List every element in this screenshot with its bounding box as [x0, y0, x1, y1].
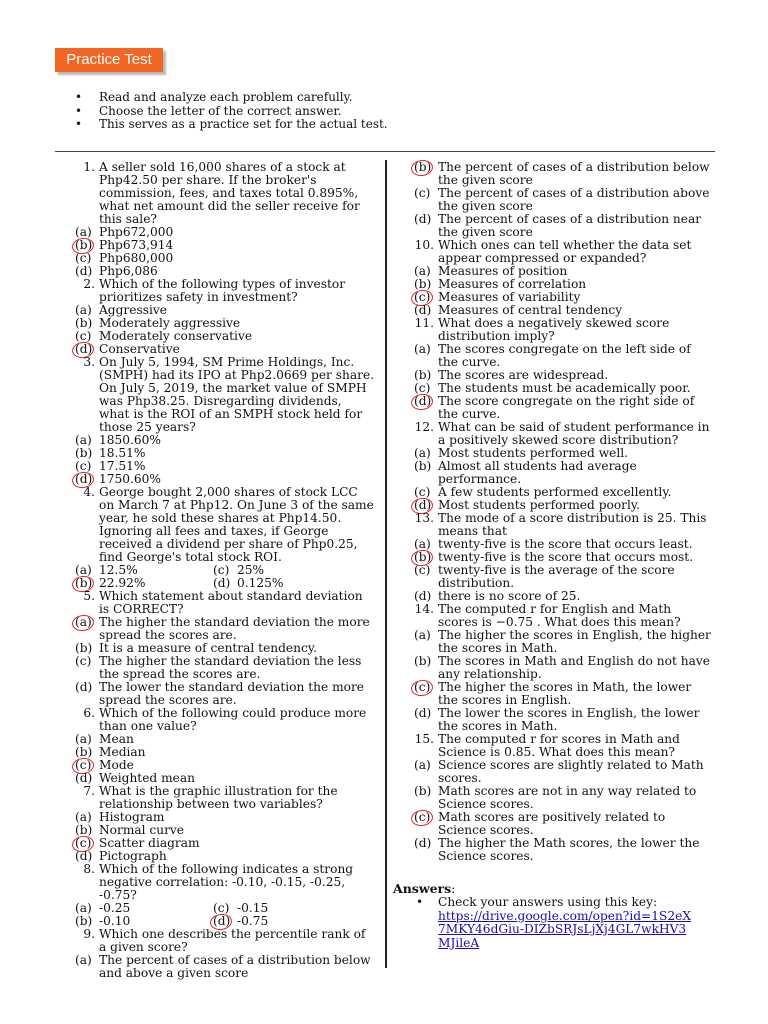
option-circled: (d) -0.75 [213, 914, 269, 928]
question-11: 11. What does a negatively skewed score distribution imply? [414, 317, 714, 343]
option: (c) A few students performed excellently. [414, 485, 672, 499]
option: (d) The lower the scores in English, the lower the scores in Math. [414, 706, 700, 733]
question-text: Which of the following indicates a strong negative correlation: -0.10, -0.15, -0.25, -0.75? [99, 862, 354, 902]
question-5: 5. Which statement about standard deviation is CORRECT? [75, 590, 375, 616]
option-circled: (b) The percent of cases of a distribution below the given score [414, 160, 710, 187]
option: (a) 1850.60% [75, 433, 161, 447]
option: (c) The percent of cases of a distribution above the given score [414, 186, 710, 213]
option: (a) -0.25 [75, 901, 131, 915]
question-14: 14. The computed r for English and Math scores is −0.75 . What does this mean? [414, 603, 714, 629]
instruction-item: • This serves as a practice set for the actual test. [75, 118, 388, 132]
question-2: 2. Which of the following types of investor prioritizes safety in investment? [75, 278, 375, 304]
option: (b) Measures of correlation [414, 277, 587, 291]
option-circled: (c) The higher the scores in Math, the lower the scores in English. [414, 680, 692, 707]
option: (a) The scores congregate on the left side of the curve. [414, 342, 691, 369]
column-divider [385, 160, 387, 968]
option-circled: (d) The score congregate on the right side of the curve. [414, 394, 695, 421]
question-text: The computed r for English and Math scores is −0.75 . What does this mean? [438, 602, 681, 629]
answer-key-link[interactable]: https://drive.google.com/open?id=1S2eX7MKY46dGiu-DIZbSRJsLjXj4GL7wkHV3MJileA [438, 908, 691, 950]
instruction-item: • Read and analyze each problem carefully. [75, 91, 388, 105]
option: (b) The scores in Math and English do not have any relationship. [414, 654, 710, 681]
option: (b) Math scores are not in any way related to Science scores. [414, 784, 697, 811]
option: (b) Almost all students had average performance. [414, 459, 637, 486]
question-8: 8. Which of the following indicates a strong negative correlation: -0.10, -0.15, -0.25, -0.75? [75, 863, 375, 902]
option: (b) Normal curve [75, 823, 185, 837]
option-circled: (a) The higher the standard deviation the more spread the scores are. [75, 615, 370, 642]
answers-instruction: Check your answers using this key: [438, 895, 658, 909]
option-circled: (b) Php673,914 [75, 238, 174, 252]
question-text: Which ones can tell whether the data set appear compressed or expanded? [438, 238, 692, 265]
option: (c) -0.15 [213, 901, 269, 915]
right-column [414, 161, 714, 863]
question-text: George bought 2,000 shares of stock LCC on March 7 at Php12. On June 3 of the same year, he sold these shares at Php14.50. Ignoring all fees and taxes, if George received a dividend per share of Php0.25, find George's total stock ROI. [99, 485, 374, 564]
option: (a) Histogram [75, 810, 165, 824]
option: (b) The scores are widespread. [414, 368, 609, 382]
horizontal-divider [55, 151, 715, 152]
option: (a) The higher the scores in English, the higher the scores in Math. [414, 628, 711, 655]
option-circled: (c) Math scores are positively related to Science scores. [414, 810, 666, 837]
option: (d) The percent of cases of a distribution near the given score [414, 212, 702, 239]
answers-heading: Answers: [393, 881, 456, 896]
option-circled: (d) Most students performed poorly. [414, 498, 641, 512]
question-text: Which one describes the percentile rank of a given score? [99, 927, 366, 954]
question-3: 3. On July 5, 1994, SM Prime Holdings, Inc. (SMPH) had its IPO at Php2.0669 per share. On July 5, 2019, the market value of SMPH was Php38.25. Disregarding dividends, what is the ROI of an SMPH stock held for those 25 years? [83, 355, 375, 434]
option: (c) twenty-five is the average of the score distribution. [414, 563, 675, 590]
option: (d) Measures of central tendency [414, 303, 623, 317]
question-text: What is the graphic illustration for the relationship between two variables? [99, 784, 338, 811]
option: (d) The higher the Math scores, the lower the Science scores. [414, 836, 700, 863]
option: (c) Php680,000 [75, 251, 174, 265]
option: (a) Php672,000 [75, 225, 174, 239]
option: (b) Moderately aggressive [75, 316, 241, 330]
question-text: On July 5, 1994, SM Prime Holdings, Inc. (SMPH) had its IPO at Php2.0669 per share. On July 5, 2019, the market value of SMPH was Php38.25. Disregarding dividends, what is the ROI of an SMPH stock held for those 25 years? [99, 355, 375, 434]
option: (c) The higher the standard deviation the less the spread the scores are. [75, 654, 362, 681]
question-text: What does a negatively skewed score distribution imply? [438, 316, 670, 343]
instructions-list [75, 91, 388, 132]
option: (c) 25% [213, 563, 265, 577]
option: (d) 0.125% [213, 576, 284, 590]
option: (a) 12.5% [75, 563, 138, 577]
option-circled: (d) Conservative [75, 342, 180, 356]
option: (b) 18.51% [75, 446, 146, 460]
option: (b) It is a measure of central tendency. [75, 641, 317, 655]
option: (d) Php6,086 [75, 264, 158, 278]
question-6: 6. Which of the following could produce more than one value? [75, 707, 375, 733]
option: (d) The lower the standard deviation the more spread the scores are. [75, 680, 365, 707]
option: (b) Median [75, 745, 146, 759]
option: (a) Most students performed well. [414, 446, 629, 460]
answers-section [416, 896, 696, 950]
question-text: The mode of a score distribution is 25. This means that [438, 511, 707, 538]
question-15: 15. The computed r for scores in Math and Science is 0.85. What does this mean? [414, 733, 714, 759]
option: (c) 17.51% [75, 459, 146, 473]
question-text: A seller sold 16,000 shares of a stock at Php42.50 per share. If the broker's commission, fees, and taxes total 0.895%, what net amount did the seller receive for this sale? [99, 160, 360, 226]
option: (a) Science scores are slightly related to Math scores. [414, 758, 704, 785]
question-10: 10. Which ones can tell whether the data set appear compressed or expanded? [414, 239, 714, 265]
question-4: 4. George bought 2,000 shares of stock LCC on March 7 at Php12. On June 3 of the same year, he sold these shares at Php14.50. Ignoring all fees and taxes, if George received a dividend per share of Php0.25, find George's total stock ROI. [83, 485, 374, 564]
option-circled: (b) twenty-five is the score that occurs most. [414, 550, 694, 564]
question-13: 13. The mode of a score distribution is 25. This means that [414, 512, 714, 538]
option: (d) Pictograph [75, 849, 167, 863]
question-text: Which of the following could produce more than one value? [99, 706, 367, 733]
instruction-item: • Choose the letter of the correct answer. [75, 105, 388, 119]
question-text: Which statement about standard deviation is CORRECT? [99, 589, 363, 616]
option: (d) there is no score of 25. [414, 589, 581, 603]
option: (a) Measures of position [414, 264, 568, 278]
option-circled: (d) 1750.60% [75, 472, 161, 486]
practice-test-tag: Practice Test [55, 48, 163, 72]
option: (d) Weighted mean [75, 771, 195, 785]
question-text: The computed r for scores in Math and Science is 0.85. What does this mean? [438, 732, 680, 759]
option: (b) -0.10 [75, 914, 131, 928]
option-circled: (c) Scatter diagram [75, 836, 200, 850]
option-circled: (c) Measures of variability [414, 290, 581, 304]
question-9: 9. Which one describes the percentile rank of a given score? [75, 928, 375, 954]
option: (a) Aggressive [75, 303, 167, 317]
question-1: 1. A seller sold 16,000 shares of a stock at Php42.50 per share. If the broker's commission, fees, and taxes total 0.895%, what net amount did the seller receive for this sale? [75, 161, 375, 226]
question-12: 12. What can be said of student performance in a positively skewed score distribution? [414, 421, 714, 447]
bullet: • [416, 895, 424, 909]
question-text: Which of the following types of investor prioritizes safety in investment? [99, 277, 346, 304]
option: (c) Moderately conservative [75, 329, 253, 343]
option: (a) Mean [75, 732, 134, 746]
option-circled: (b) 22.92% [75, 576, 146, 590]
left-column [75, 161, 375, 980]
option: (c) The students must be academically poor. [414, 381, 691, 395]
question-7: 7. What is the graphic illustration for the relationship between two variables? [75, 785, 375, 811]
option: (a) twenty-five is the score that occurs least. [414, 537, 693, 551]
option: (a) The percent of cases of a distribution below and above a given score [75, 953, 371, 980]
option-circled: (c) Mode [75, 758, 134, 772]
question-text: What can be said of student performance in a positively skewed score distribution? [438, 420, 710, 447]
